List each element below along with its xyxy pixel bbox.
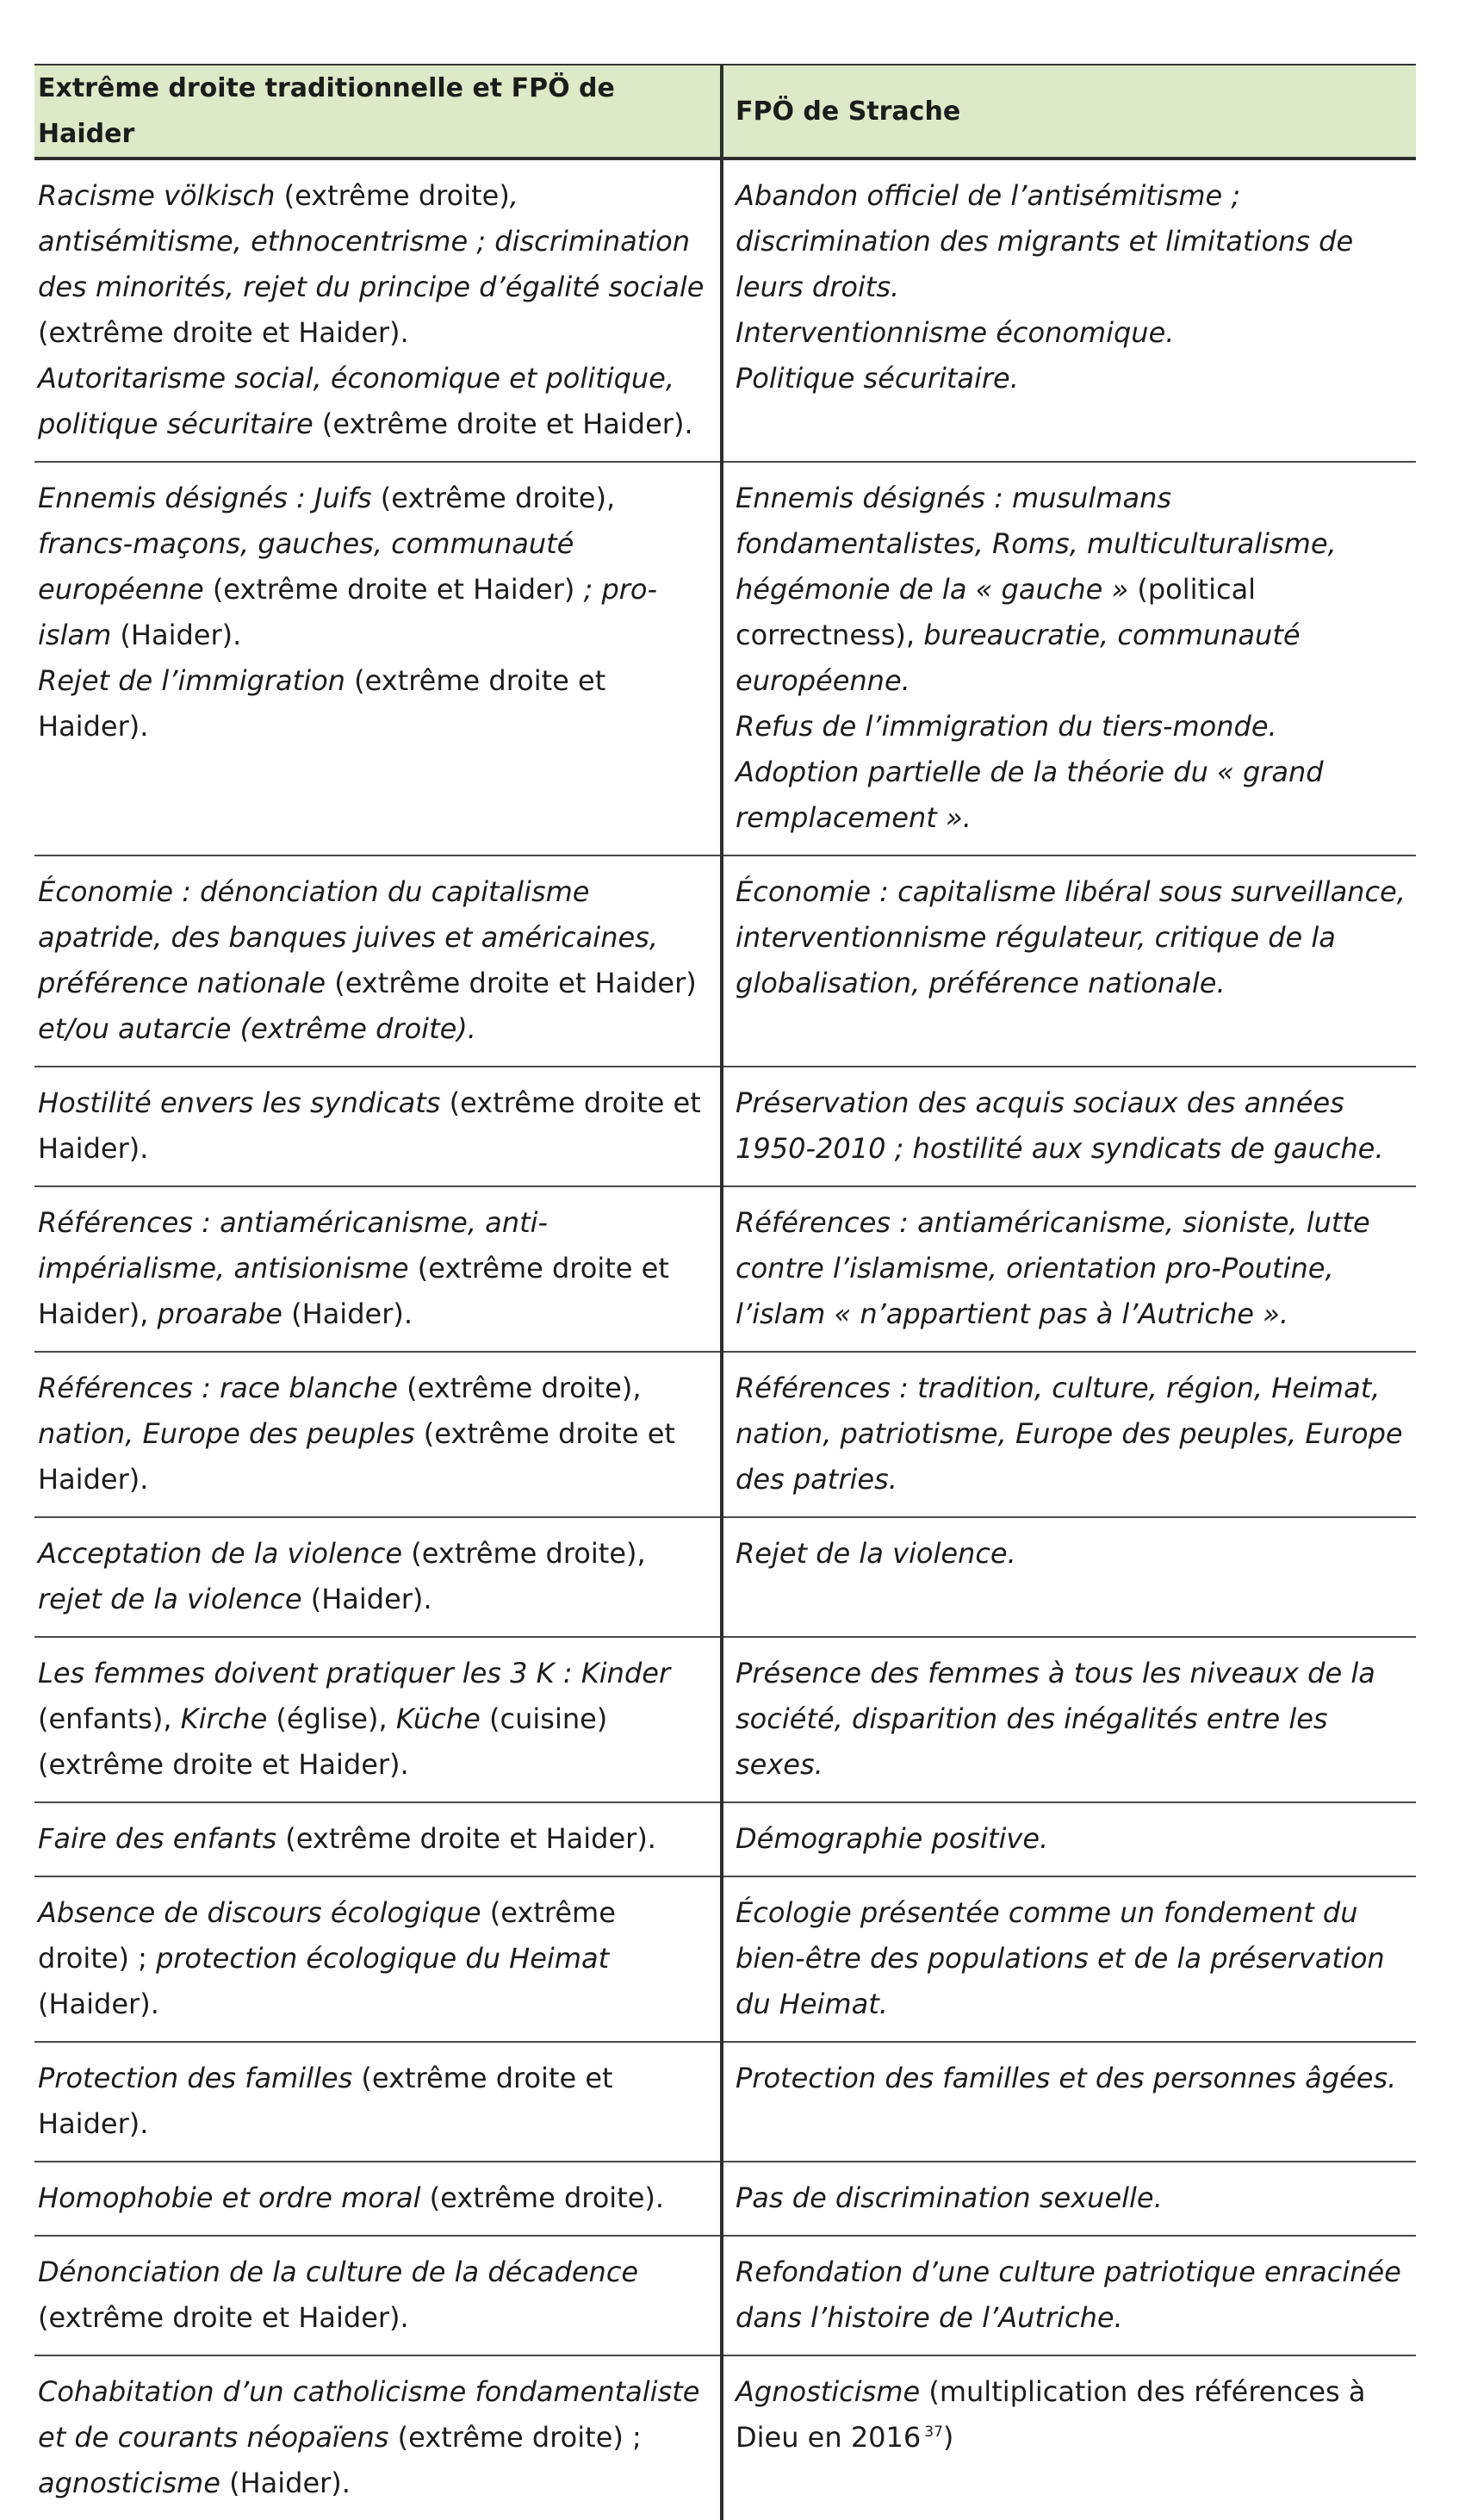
cell-text: (multiplication des références à Dieu en 2016 xyxy=(736,2375,1366,2454)
cell-strache xyxy=(722,2042,1416,2162)
cell-traditional-far-right-haider xyxy=(34,1517,722,1637)
table-row xyxy=(34,159,1416,462)
cell-text: Abandon officiel de l’antisémitisme ; discrimination des migrants et limitations de leurs droits. xyxy=(736,179,1354,303)
cell-text: proarabe xyxy=(157,1297,292,1330)
cell-text: bureaucratie, communauté européenne. xyxy=(736,619,1301,697)
cell-text: Autoritarisme social, économique et politique, politique sécuritaire xyxy=(38,362,675,440)
cell-text: (extrême droite), xyxy=(407,1372,642,1404)
cell-text: Cohabitation d’un catholicisme fondamentaliste et de courants néopaïens xyxy=(38,2375,700,2454)
table-row xyxy=(34,1517,1416,1637)
cell-strache xyxy=(722,462,1416,856)
table-row xyxy=(34,856,1416,1067)
cell-traditional-far-right-haider xyxy=(34,1876,722,2042)
cell-text: Küche xyxy=(395,1702,490,1735)
cell-text: (extrême droite et Haider). xyxy=(38,2301,409,2334)
cell-traditional-far-right-haider xyxy=(34,2162,722,2236)
cell-text: (Haider). xyxy=(291,1297,413,1330)
cell-text: Préservation des acquis sociaux des années 1950-2010 ; hostilité aux syndicats de gauche. xyxy=(736,1086,1384,1165)
table-row xyxy=(34,2355,1416,2520)
table-row xyxy=(34,2042,1416,2162)
cell-text: Faire des enfants xyxy=(38,1822,286,1855)
cell-text: , antisémitisme, ethnocentrisme ; discrimination des minorités, rejet du principe d’égalité sociale xyxy=(38,179,705,303)
cell-text: (extrême droite et Haider). xyxy=(321,408,693,440)
cell-text: Absence de discours écologique xyxy=(38,1896,490,1929)
cell-text: Interventionnisme économique. xyxy=(736,316,1175,349)
cell-text: (extrême droite et Haider) xyxy=(334,967,697,999)
cell-traditional-far-right-haider xyxy=(34,1186,722,1352)
cell-text: agnosticisme xyxy=(38,2467,230,2499)
cell-text: Pas de discrimination sexuelle. xyxy=(736,2181,1163,2214)
cell-text: (église), xyxy=(276,1702,396,1735)
cell-traditional-far-right-haider xyxy=(34,856,722,1067)
cell-traditional-far-right-haider xyxy=(34,2236,722,2355)
cell-text: ; pro-islam xyxy=(38,573,658,651)
cell-text: Refondation d’une culture patriotique enracinée dans l’histoire de l’Autriche. xyxy=(736,2256,1401,2334)
cell-text: Racisme völkisch xyxy=(38,179,284,212)
cell-text: Économie : dénonciation du capitalisme apatride, des banques juives et américaines, préférence nationale xyxy=(38,875,658,999)
cell-text: (extrême droite) ; xyxy=(38,1896,616,1975)
cell-text: Références : tradition, culture, région, Heimat, nation, patriotisme, Europe des peuples, Europe des patries. xyxy=(736,1372,1403,1496)
cell-strache xyxy=(722,2236,1416,2355)
cell-text: (extrême droite). xyxy=(429,2181,665,2214)
cell-strache xyxy=(722,159,1416,462)
cell-traditional-far-right-haider xyxy=(34,1802,722,1876)
cell-text: (extrême droite et Haider). xyxy=(38,316,409,349)
cell-strache xyxy=(722,1186,1416,1352)
table-row xyxy=(34,1876,1416,2042)
cell-text: (extrême droite et Haider) xyxy=(212,573,575,606)
cell-text: Hostilité envers les syndicats xyxy=(38,1086,450,1119)
cell-text: Rejet de la violence. xyxy=(736,1537,1016,1570)
cell-text: Protection des familles et des personnes âgées. xyxy=(736,2062,1397,2094)
cell-text: Homophobie et ordre moral xyxy=(38,2181,430,2214)
cell-text: (extrême droite et Haider). xyxy=(38,1086,701,1165)
cell-strache xyxy=(722,2162,1416,2236)
cell-text: (Haider). xyxy=(310,1583,432,1615)
cell-text: (Haider). xyxy=(38,1988,159,2020)
cell-strache xyxy=(722,1802,1416,1876)
comparison-table xyxy=(34,64,1416,2520)
cell-text: (enfants), xyxy=(38,1702,181,1735)
cell-text: protection écologique du Heimat xyxy=(156,1942,610,1975)
table-row xyxy=(34,2236,1416,2355)
header-traditional-far-right-haider: Extrême droite traditionnelle et FPÖ de Haider xyxy=(34,65,722,159)
cell-text: (extrême droite et Haider). xyxy=(38,2062,613,2140)
cell-text: (extrême droite), xyxy=(380,482,616,514)
cell-text: Politique sécuritaire. xyxy=(736,362,1019,395)
cell-text: Adoption partielle de la théorie du « grand remplacement ». xyxy=(736,756,1324,834)
table-row xyxy=(34,1352,1416,1517)
cell-strache xyxy=(722,1517,1416,1637)
cell-text: Écologie présentée comme un fondement du bien-être des populations et de la préservation du Heimat. xyxy=(736,1896,1385,2020)
footnote-ref: 37 xyxy=(924,2424,943,2442)
cell-text: (extrême droite et Haider), xyxy=(38,1252,669,1330)
cell-text: Démographie positive. xyxy=(736,1822,1049,1855)
table-row xyxy=(34,1802,1416,1876)
cell-traditional-far-right-haider xyxy=(34,2042,722,2162)
cell-text: Acceptation de la violence xyxy=(38,1537,412,1570)
cell-text: Économie : capitalisme libéral sous surveillance, interventionnisme régulateur, critique de la globalisation, préférence nationale. xyxy=(736,875,1406,999)
cell-text: (extrême droite et Haider). xyxy=(38,1417,675,1496)
cell-text: (extrême droite et Haider). xyxy=(38,664,606,743)
cell-strache xyxy=(722,2355,1416,2520)
table-row xyxy=(34,2162,1416,2236)
cell-traditional-far-right-haider xyxy=(34,2355,722,2520)
table-row xyxy=(34,1637,1416,1802)
cell-text: Références : antiaméricanisme, sioniste, lutte contre l’islamisme, orientation pro-Poutine, l’islam « n’appartient pas à l’Autriche ». xyxy=(736,1206,1370,1330)
cell-strache xyxy=(722,1067,1416,1186)
cell-text: et/ou autarcie (extrême droite). xyxy=(38,1012,476,1045)
cell-traditional-far-right-haider xyxy=(34,1637,722,1802)
header-strache: FPÖ de Strache xyxy=(722,65,1416,159)
cell-text: rejet de la violence xyxy=(38,1583,311,1615)
cell-traditional-far-right-haider xyxy=(34,1352,722,1517)
cell-text: (cuisine) (extrême droite et Haider). xyxy=(38,1702,608,1781)
cell-text: Les femmes doivent pratiquer les 3 K : Kinder xyxy=(38,1657,671,1689)
cell-text: (Haider). xyxy=(229,2467,351,2499)
cell-text: Kirche xyxy=(180,1702,276,1735)
cell-text: Refus de l’immigration du tiers-monde. xyxy=(736,710,1277,743)
cell-text: ) xyxy=(942,2421,954,2454)
cell-text: Références : antiaméricanisme, anti-impérialisme, antisionisme xyxy=(38,1206,549,1285)
cell-strache xyxy=(722,1637,1416,1802)
cell-text: Protection des familles xyxy=(38,2062,362,2094)
cell-text: (extrême droite) ; xyxy=(397,2421,642,2454)
cell-text: (Haider). xyxy=(120,619,242,651)
table-body xyxy=(34,159,1416,2520)
table-header-row xyxy=(34,65,1416,159)
table-row xyxy=(34,1067,1416,1186)
cell-traditional-far-right-haider xyxy=(34,159,722,462)
cell-text: Dénonciation de la culture de la décadence xyxy=(38,2256,639,2288)
cell-text: francs-maçons, gauches, communauté européenne xyxy=(38,527,574,606)
cell-text: (political correctness), xyxy=(736,573,1257,651)
cell-traditional-far-right-haider xyxy=(34,462,722,856)
cell-text: (extrême droite), xyxy=(411,1537,646,1570)
cell-text: Rejet de l’immigration xyxy=(38,664,355,697)
cell-text: Ennemis désignés : Juifs xyxy=(38,482,381,514)
cell-strache xyxy=(722,1876,1416,2042)
cell-strache xyxy=(722,856,1416,1067)
cell-text: Agnosticisme xyxy=(736,2375,929,2408)
cell-text: Ennemis désignés : musulmans fondamentalistes, Roms, multiculturalisme, hégémonie de la « gauche » xyxy=(736,482,1337,606)
cell-text: Présence des femmes à tous les niveaux de la société, disparition des inégalités entre les sexes. xyxy=(736,1657,1375,1781)
cell-strache xyxy=(722,1352,1416,1517)
table-row xyxy=(34,1186,1416,1352)
cell-traditional-far-right-haider xyxy=(34,1067,722,1186)
cell-text: nation, Europe des peuples xyxy=(38,1417,424,1450)
table-row xyxy=(34,462,1416,856)
cell-text: (extrême droite) xyxy=(283,179,510,212)
cell-text: Références : race blanche xyxy=(38,1372,407,1404)
cell-text: (extrême droite et Haider). xyxy=(285,1822,656,1855)
